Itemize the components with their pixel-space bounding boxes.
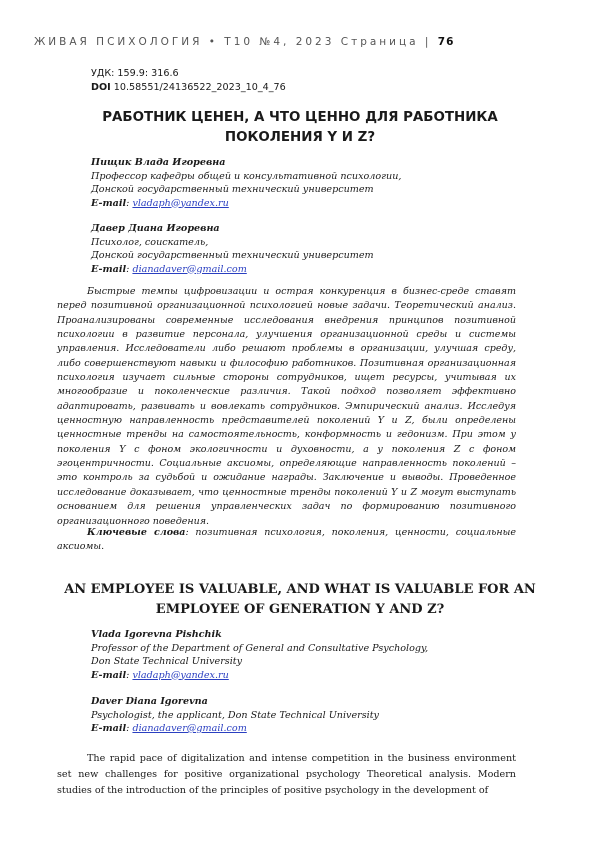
abstract-en: The rapid pace of digitalization and intense competition in the business environment set new challenges for positive organizational psychology Theoretical analysis. Modern studies of the introduction of the principles of positive psychology in the development of	[57, 753, 516, 796]
author-name: Пищик Влада Игоревна	[91, 157, 226, 168]
author-name: Vlada Igorevna Pishchik	[91, 629, 222, 640]
author-position: Профессор кафедры общей и консультативной психологии,	[91, 170, 402, 182]
email-label: E-mail	[91, 723, 127, 734]
author-block-ru-1	[91, 156, 401, 210]
keywords-label: Ключевые слова	[87, 527, 186, 538]
email-link[interactable]: vladaph@yandex.ru	[132, 669, 229, 681]
doi-value: 10.58551/24136522_2023_10_4_76	[113, 82, 286, 93]
email-label: E-mail	[91, 669, 127, 681]
email-label: E-mail	[91, 197, 127, 209]
email-link[interactable]: dianadaver@gmail.com	[132, 723, 247, 734]
author-name: Давер Диана Игоревна	[91, 223, 220, 234]
author-position: Professor of the Department of General and Consultative Psychology,	[91, 642, 429, 654]
keywords-text: позитивная психология, поколения, ценности, социальные аксиомы.	[57, 527, 516, 553]
author-name: Daver Diana Igorevna	[91, 696, 208, 707]
author-block-en-2	[91, 695, 379, 736]
page-number: 76	[437, 36, 455, 48]
author-email-line: E-mail: dianadaver@gmail.com	[91, 723, 247, 734]
author-email-line: E-mail: dianadaver@gmail.com	[91, 263, 247, 275]
author-position: Psychologist, the applicant, Don State Technical University	[91, 709, 379, 721]
udk-code: УДК: 159.9: 316.6	[91, 68, 179, 79]
doi-label: DOI	[91, 82, 111, 93]
email-link[interactable]: vladaph@yandex.ru	[132, 197, 229, 209]
email-label: E-mail	[91, 263, 127, 275]
abstract-ru: Быстрые темпы цифровизации и острая конкуренция в бизнес-среде ставят перед позитивной организационной психологией новые задачи. Теоретический анализ. Проанализированы современные исследования внедрения принципов позитивной психологии в развитие персонала, улучшения организационной среды и системы управления. Исследователи либо решают проблемы в организации, улучшая среду, либо совершенствуют навыки и философию работников. Позитивная организационная психология изучает сильные стороны сотрудников, ищет ресурсы, учитывая их многообразие и поколенческие различия. Такой подход позволяет эффективно адаптировать, развивать и вовлекать сотрудников. Эмпирический анализ. Исследуя ценностную направленность представителей поколений Y и Z, были определены ценностные тренды на самостоятельность, конформность и гедонизм. При этом у поколения Y с фоном экологичности и духовности, а у поколения Z с фоном эгоцентричности. Социальные аксиомы, определяющие направленность поколений – это контроль за судьбой и ожидание награды. Заключение и выводы. Проведенное исследование доказывает, что ценностные тренды поколений Y и Z могут выступать основанием для решения управленческих задач по формированию позитивного организационного поведения.	[57, 286, 516, 527]
article-meta	[91, 67, 286, 95]
author-affiliation: Донской государственный технический университет	[91, 184, 374, 195]
author-position: Психолог, соискатель,	[91, 236, 209, 248]
running-header	[34, 36, 454, 48]
author-email-line: E-mail: vladaph@yandex.ru	[91, 197, 229, 209]
author-block-en-1	[91, 628, 428, 682]
author-affiliation: Донской государственный технический университет	[91, 250, 374, 261]
journal-running-title: ЖИВАЯ ПСИХОЛОГИЯ • Т10 №4, 2023 Страница |	[34, 36, 432, 48]
author-email-line: E-mail: vladaph@yandex.ru	[91, 669, 229, 681]
keywords-ru: Ключевые слова: позитивная психология, поколения, ценности, социальные аксиомы.	[57, 527, 516, 553]
author-affiliation: Don State Technical University	[91, 656, 243, 667]
title-en: AN EMPLOYEE IS VALUABLE, AND WHAT IS VALUABLE FOR AN EMPLOYEE OF GENERATION Y AND Z?	[64, 582, 536, 617]
email-link[interactable]: dianadaver@gmail.com	[132, 263, 247, 275]
title-ru: РАБОТНИК ЦЕНЕН, А ЧТО ЦЕННО ДЛЯ РАБОТНИКА ПОКОЛЕНИЯ Y И Z?	[102, 110, 498, 145]
doi-line	[91, 81, 286, 95]
author-block-ru-2	[91, 222, 374, 276]
